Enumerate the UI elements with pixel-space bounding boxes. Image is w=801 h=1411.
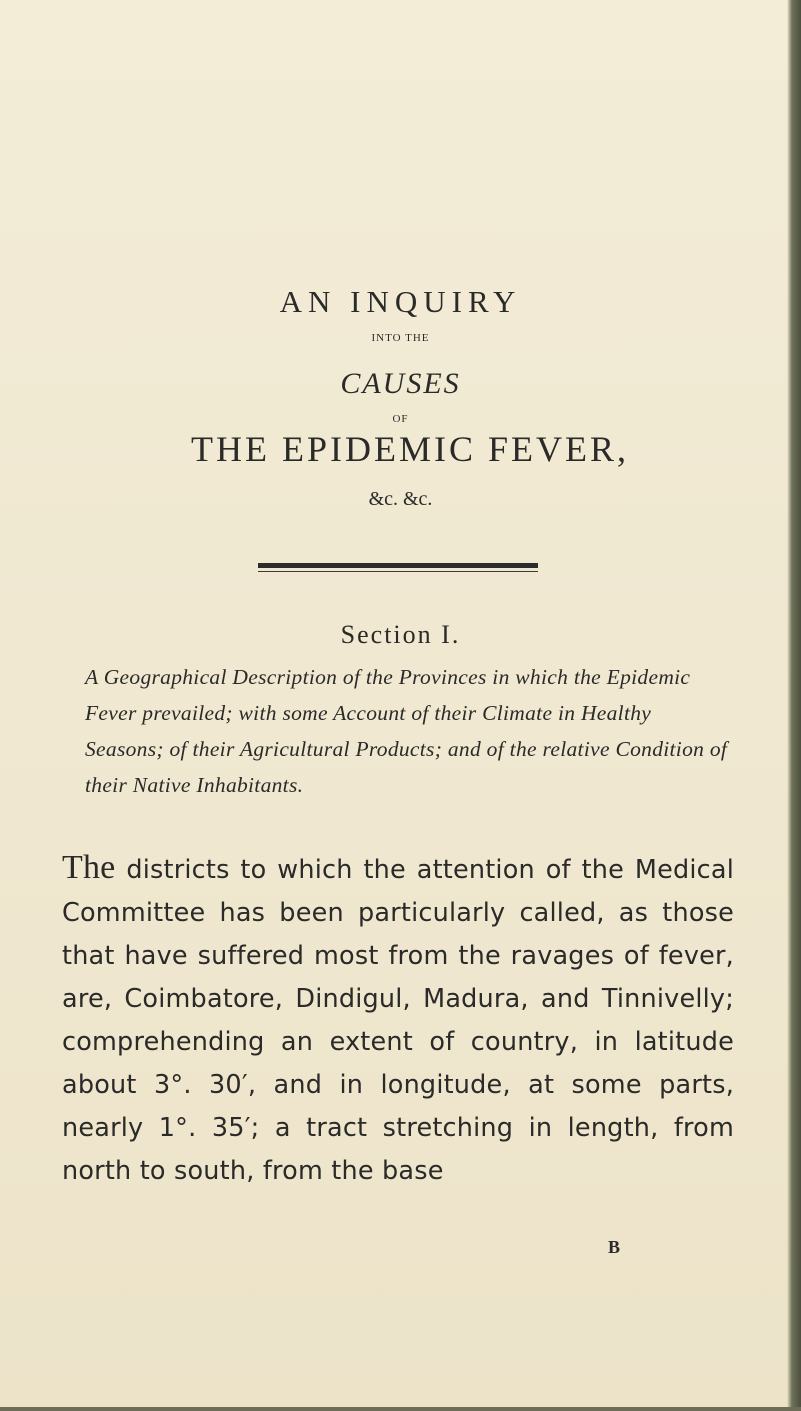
title-an-inquiry: AN INQUIRY — [279, 284, 522, 319]
page-edge-shadow — [787, 0, 801, 1411]
title-of: OF — [392, 413, 409, 425]
divider-rule-thin — [258, 571, 538, 572]
page-bottom-edge — [0, 1407, 801, 1411]
title-causes: CAUSES — [340, 367, 461, 400]
signature-mark: B — [607, 1237, 620, 1257]
title-into-the: INTO THE — [371, 332, 430, 344]
body-paragraph — [62, 846, 734, 1193]
title-etc: &c. &c. — [368, 488, 433, 510]
body-dropcap: The — [62, 849, 116, 886]
title-epidemic-fever: THE EPIDEMIC FEVER, — [191, 429, 629, 469]
section-heading: Section I. — [340, 620, 461, 649]
body-text: districts to which the attention of the Medical Committee has been particularly called, as those that have suffered most from the ravages of fever, are, Coimbatore, Dindigul, Madura, and Tinnivelly; comprehending an extent of country, in latitude about 3°. 30′, and in longitude, at some parts, nearly 1°. 35′; a tract stretching in length, from north to south, from the base — [62, 855, 734, 1186]
section-description: A Geographical Description of the Provinces in which the Epidemic Fever prevailed; with some Account of their Climate in Healthy Seasons; of their Agricultural Products; and of the relative Condition of their Native Inhabitants. — [85, 665, 728, 797]
divider-rule-thick — [258, 563, 538, 568]
